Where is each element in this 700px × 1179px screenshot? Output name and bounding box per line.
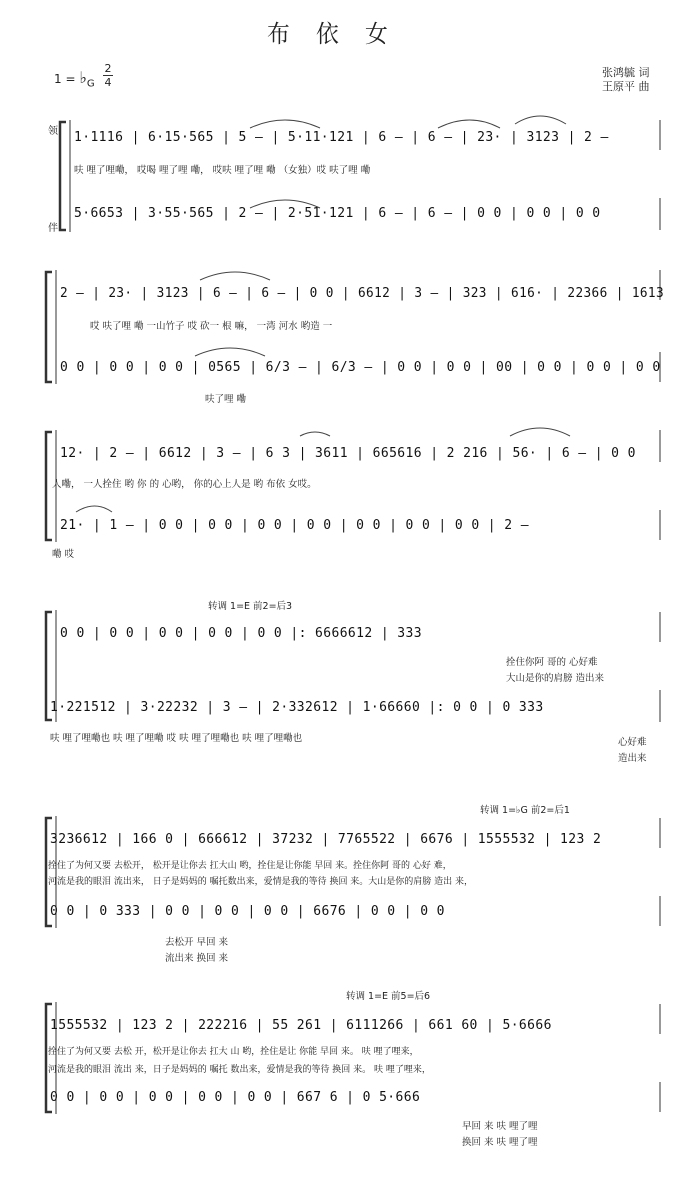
system-6-top-lyrics-2: 河流是我的眼泪 流出 来，日子是妈妈的 嘱托 数出来，爱情是我的等待 换回 来。 呋 哩了哩来， xyxy=(48,1065,431,1075)
system-5-bottom-notes: 0 0 | 0 333 | 0 0 | 0 0 | 0 0 | 6676 | 0 0 | 0 0 xyxy=(50,904,445,919)
system-2-top-lyrics: 哎 呋了哩 嘞 一山竹子 哎 砍一 根 嘛， 一湾 河水 哟造 一 xyxy=(90,321,333,332)
system-1-top-lyrics: 呋 哩了哩嘞， 哎喝 哩了哩 嘞， 哎呋 哩了哩 嘞 （女独）哎 呋了哩 嘞 xyxy=(74,165,371,176)
time-bottom: 4 xyxy=(104,76,112,89)
system-5-modulation: 转调 1=♭G 前2=后1 xyxy=(480,805,570,816)
system-4-bottom-lyrics: 呋 哩了哩嘞也 呋 哩了哩嘞 哎 呋 哩了哩嘞也 呋 哩了哩嘞也 xyxy=(50,733,303,744)
lyricist-credit: 张鸿毓 词 xyxy=(602,66,650,79)
system-2-top-notes: 2 – | 23· | 3123 | 6 – | 6 – | 0 0 | 6612 | 3 – | 323 | 616· | 22366 | 1613 xyxy=(60,286,665,301)
system-2-bottom-lyrics: 呋了哩 嘞 xyxy=(205,394,247,405)
flat-icon: ♭ xyxy=(79,68,87,87)
accompany-label: 伴 xyxy=(48,223,58,234)
system-3-bottom-lyrics: 嘞 哎 xyxy=(52,549,75,560)
system-5-top-lyrics-1: 拴住了为何又要 去松开， 松开是让你去 扛大山 哟，拴住是让你能 早回 来。拴住你阿 哥的 心好 难， xyxy=(48,861,452,871)
key-prefix: 1 = xyxy=(54,72,80,86)
system-5-bottom-lyrics-2: 流出来 换回 来 xyxy=(165,953,229,964)
system-1-bottom-notes: 5·6653 | 3·55·565 | 2 – | 2·51·121 | 6 – | 6 – | 0 0 | 0 0 | 0 0 xyxy=(74,206,601,221)
system-6-top-notes: 1555532 | 123 2 | 222216 | 55 261 | 6111266 | 661 60 | 5·6666 xyxy=(50,1018,552,1033)
system-6-bottom-lyrics-1: 早回 来 呋 哩了哩 xyxy=(462,1121,538,1132)
system-4-top-notes: 0 0 | 0 0 | 0 0 | 0 0 | 0 0 |: 6666612 | 333 xyxy=(60,626,422,641)
system-2-bottom-notes: 0 0 | 0 0 | 0 0 | 0565 | 6/3 – | 6/3 – | 0 0 | 0 0 | 00 | 0 0 | 0 0 | 0 0 xyxy=(60,360,661,375)
system-6-bottom-lyrics-2: 换回 来 呋 哩了哩 xyxy=(462,1137,538,1148)
system-4-modulation: 转调 1=E 前2=后3 xyxy=(208,601,293,612)
system-3-bottom-notes: 21· | 1 – | 0 0 | 0 0 | 0 0 | 0 0 | 0 0 | 0 0 | 0 0 | 2 – xyxy=(60,518,529,533)
system-3-top-lyrics: 人嘞， 一人拴住 哟 你 的 心哟， 你的心上人是 哟 布依 女哎。 xyxy=(52,479,317,490)
system-4-bottom-lyrics-right-2: 造出来 xyxy=(618,753,647,764)
time-top: 2 xyxy=(104,62,112,75)
system-4-top-lyrics-1: 拴住你阿 哥的 心好难 xyxy=(506,657,598,668)
system-5-bottom-lyrics-1: 去松开 早回 来 xyxy=(165,937,229,948)
key-note: G xyxy=(86,78,95,90)
system-6-bottom-notes: 0 0 | 0 0 | 0 0 | 0 0 | 0 0 | 667 6 | 0 5·666 xyxy=(50,1090,421,1105)
song-title: 布 依 女 xyxy=(267,20,398,48)
system-1-top-notes: 1·1116 | 6·15·565 | 5 – | 5·11·121 | 6 – | 6 – | 23· | 3123 | 2 – xyxy=(74,130,609,145)
composer-credit: 王原平 曲 xyxy=(602,80,650,93)
system-6-modulation: 转调 1=E 前5=后6 xyxy=(346,991,431,1002)
system-4-top-lyrics-2: 大山是你的肩膀 造出来 xyxy=(506,673,605,684)
system-4-bottom-notes: 1·221512 | 3·22232 | 3 – | 2·332612 | 1·66660 |: 0 0 | 0 333 xyxy=(50,700,544,715)
system-6-top-lyrics-1: 拴住了为何又要 去松 开，松开是让你去 扛大 山 哟，拴住是让 你能 早回 来。 呋 哩了哩来， xyxy=(48,1047,419,1057)
lead-label: 领 xyxy=(48,126,58,137)
system-3-top-notes: 12· | 2 – | 6612 | 3 – | 6 3 | 3611 | 665616 | 2 216 | 56· | 6 – | 0 0 xyxy=(60,446,636,461)
system-4-bottom-lyrics-right-1: 心好难 xyxy=(618,737,647,748)
system-5-top-lyrics-2: 河流是我的眼泪 流出来， 日子是妈妈的 嘱托数出来，爱情是我的等待 换回 来。大山是你的肩膀 造出 来， xyxy=(48,877,474,887)
system-5-top-notes: 3236612 | 166 0 | 666612 | 37232 | 7765522 | 6676 | 1555532 | 123 2 xyxy=(50,832,602,847)
